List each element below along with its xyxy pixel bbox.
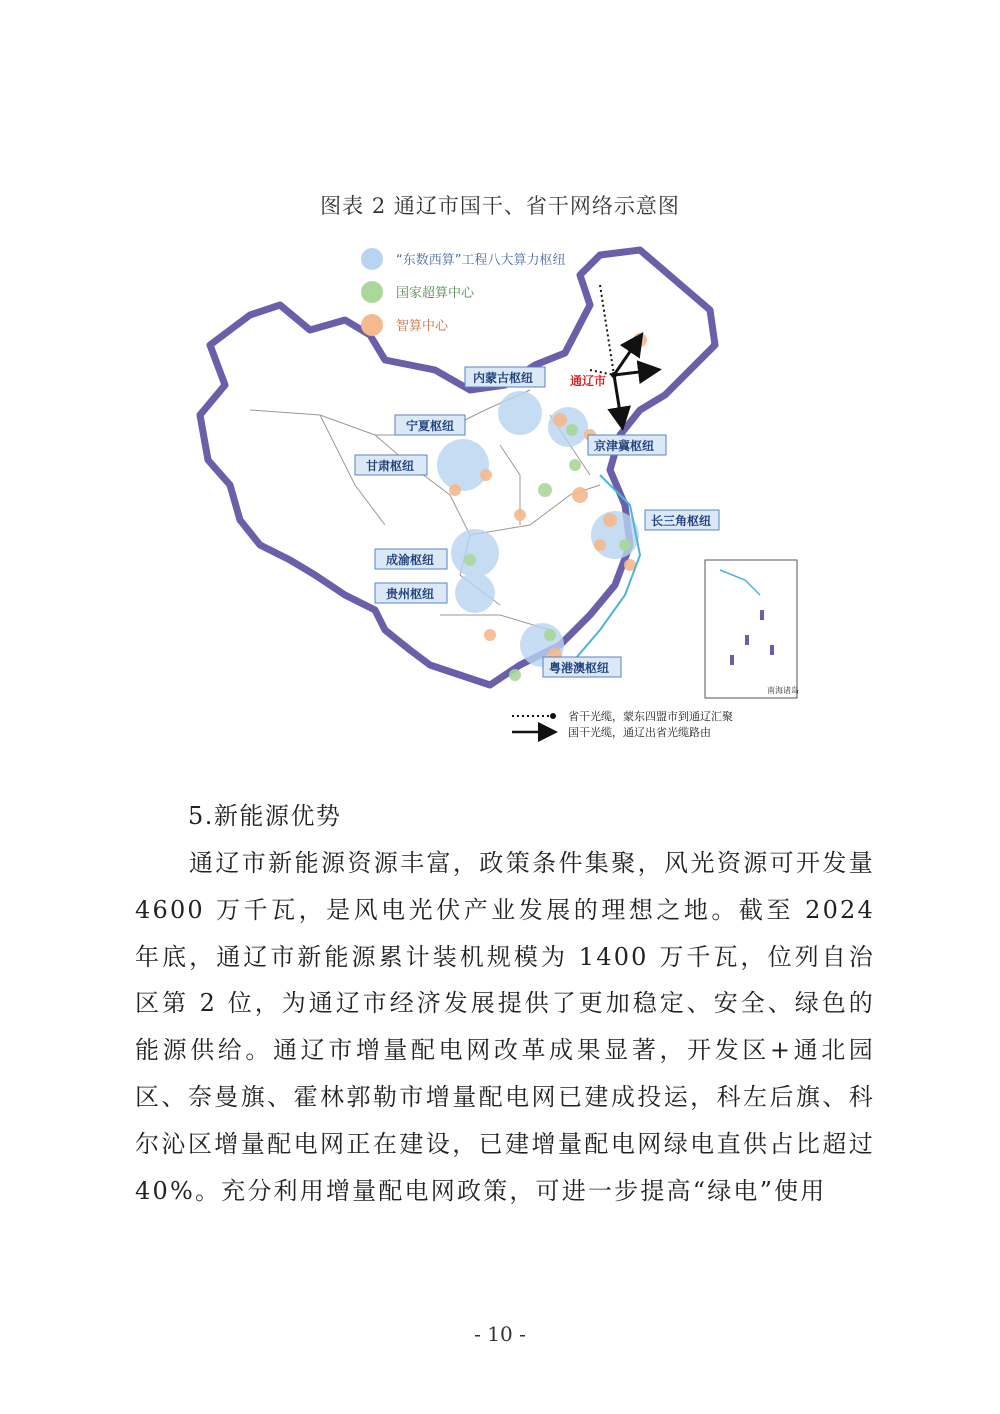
inset-label: 南海诸岛 <box>767 686 799 695</box>
south-china-sea-inset <box>705 560 799 698</box>
figure-caption: 图表 2 通辽市国干、省干网络示意图 <box>320 194 680 218</box>
legend-hub: “东数西算”工程八大算力枢纽 <box>396 253 566 268</box>
map-legend <box>361 248 565 336</box>
hub-label-gansu: 甘肃枢纽 <box>366 459 415 473</box>
route-legend <box>512 709 733 739</box>
tongliao-label: 通辽市 <box>570 374 607 388</box>
hub-label-chengyu: 成渝枢纽 <box>386 553 435 567</box>
hub-label-yuegangao: 粤港澳枢纽 <box>549 661 610 675</box>
hub-label-jingjinji: 京津冀枢纽 <box>594 439 655 453</box>
legend-provincial-route: 省干光缆，蒙东四盟市到通辽汇聚 <box>568 710 733 723</box>
legend-ai-center: 智算中心 <box>396 319 449 334</box>
section-heading: 5.新能源优势 <box>188 802 342 830</box>
body-paragraph: 通辽市新能源资源丰富，政策条件集聚，风光资源可开发量 4600 万千瓦，是风电光伏产业发展的理想之地。截至 2024 年底，通辽市新能源累计装机规模为 1400 万千瓦，位列自治区第 2 位，为通辽市经济发展提供了更加稳定、安全、绿色的能源供给。通辽市增量配电网改革成果显著，开发区+通北园区、奈曼旗、霍林郭勒市增量配电网已建成投运，科左后旗、科尔沁区增量配电网正在建设，已建增量配电网绿电直供占比超过 40%。充分利用增量配电网政策，可进一步提高“绿电”使用 <box>135 849 875 1205</box>
hub-label-ningxia: 宁夏枢纽 <box>406 419 455 433</box>
hub-label-neimenggu: 内蒙古枢纽 <box>473 371 534 385</box>
hub-label-guizhou: 贵州枢纽 <box>386 587 435 601</box>
hub-label-changsanjiao: 长三角枢纽 <box>651 514 712 528</box>
legend-national-route: 国干光缆，通辽出省光缆路由 <box>568 726 711 739</box>
legend-supercomputer: 国家超算中心 <box>396 286 475 301</box>
page-number: - 10 - <box>474 1322 526 1346</box>
china-network-map <box>170 235 810 745</box>
